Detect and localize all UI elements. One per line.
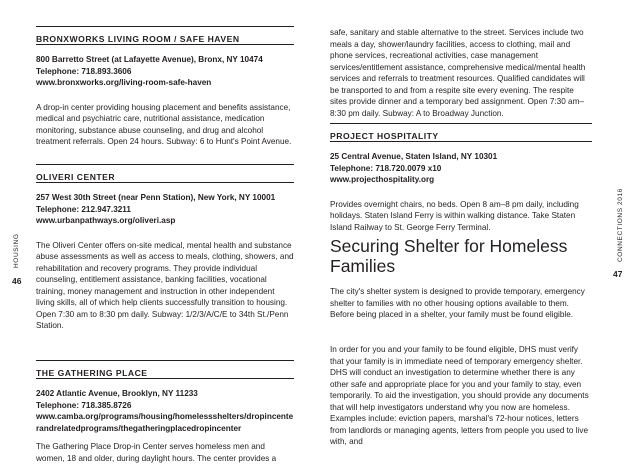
page-number-left: 46 [12,276,22,286]
address-line: 25 Central Avenue, Staten Island, NY 10301 [330,152,498,161]
section-title: BRONXWORKS LIVING ROOM / SAFE HAVEN [36,27,294,45]
section-oliveri [36,164,294,332]
address-block [36,54,294,89]
paragraph: In order for you and your family to be found eligible, DHS must verify that your family is in immediate need of temporary emergency shelter. DHS will conduct an investigation to determine whether there is any other safe and appropriate place for you and your family to stay, even temporarily. To aid the investigation, you should provide any documents that will help investigators understand why you now are homeless. Examples include: eviction papers, marshal's 72-hour notices, letters from landlords or managing agents, letters from people you used to live with, and [330,345,589,446]
section-gathering-place [36,360,294,464]
section-title: PROJECT HOSPITALITY [330,124,592,142]
page-heading: Securing Shelter for Homeless Families [330,236,568,276]
section-description: Provides overnight chairs, no beds. Open 8 am–8 pm daily, including holidays. Staten Island Ferry is within walking distance. Take Staten Island Railway to St. George Ferry Terminal. [330,199,579,232]
address-line: 800 Barretto Street (at Lafayette Avenue), Bronx, NY 10474 [36,55,263,64]
section-bronxworks [36,26,294,148]
address-block [36,192,294,227]
paragraph: The city's shelter system is designed to provide temporary, emergency shelter to families with no other housing options available to them. Before being placed in a shelter, your family must be found eligible. [330,287,585,319]
address-line: 2402 Atlantic Avenue, Brooklyn, NY 11233 [36,389,198,398]
telephone-line: Telephone: 718.720.0079 x10 [330,163,442,173]
address-block [36,388,294,434]
section-description: The Gathering Place Drop-in Center serves homeless men and women, 18 and older, during daylight hours. The center provides a [36,442,277,463]
section-project-hospitality [330,123,592,233]
continued-text: safe, sanitary and stable alternative to the street. Services include two meals a day, shower/laundry facilities, access to clothing, mail and phone services, recreational activities, case management services/entitlement assistance, comprehensive medical/mental health services and referrals to treatment resources. Qualified candidates will be transported to and from a respite site every evening. The respite sites provide dinner and a temporary bed assignment. Open 7:30 am–8:30 pm daily. Subway: A to Broadway Junction. [330,28,586,118]
page-number-right: 47 [613,269,623,279]
section-description: A drop-in center providing housing placement and benefits assistance, medical and psychiatric care, nutritional assistance, medication monitoring, substance abuse counseling, and drug and alcohol treatment referrals. Open 24 hours. Subway: 6 to Hunt's Point Avenue. [36,102,292,146]
telephone-line: Telephone: 718.893.3606 [36,66,132,76]
website-link[interactable]: www.bronxworks.org/living-room-safe-haven [36,78,212,87]
website-link[interactable]: www.camba.org/programs/housing/homelessshelters/dropincenterandrelatedprograms/thegatheringplacedropincenter [36,412,294,433]
section-description: The Oliveri Center offers on-site medical, mental health and substance abuse assessments as well as access to meals, clothing, showers, and rehabilitation and recovery programs. They provide individual counseling, entitlement assistance, banking facilities, vocational training, money management and instruction in other independent living skills, all of which help clients successfully transition to housing. Open 7:30 am to 8:30 pm daily. Subway: 1/2/3/A/C/E to 34th St./Penn Station. [36,240,294,330]
running-section-label: HOUSING [13,233,20,268]
telephone-line: Telephone: 718.385.8726 [36,400,132,410]
website-link[interactable]: www.urbanpathways.org/oliveri.asp [36,216,176,225]
section-title: THE GATHERING PLACE [36,361,294,379]
address-line: 257 West 30th Street (near Penn Station), New York, NY 10001 [36,193,276,202]
telephone-line: Telephone: 212.947.3211 [36,204,131,214]
website-link[interactable]: www.projecthospitality.org [330,175,435,184]
running-publication-label: CONNECTIONS 2016 [617,188,624,262]
address-block [330,151,592,186]
section-title: OLIVERI CENTER [36,165,294,183]
